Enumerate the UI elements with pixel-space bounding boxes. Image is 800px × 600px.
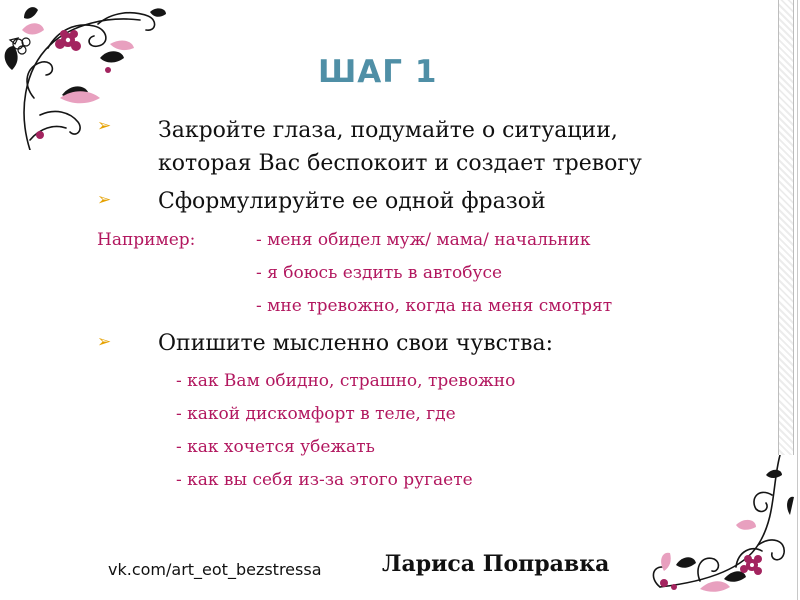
bullet-text-1: [158, 114, 642, 180]
footer-url: vk.com/art_eot_bezstressa: [108, 560, 322, 579]
floral-corner-bottom-right-icon: [640, 455, 795, 600]
slide-title: ШАГ 1: [318, 54, 438, 90]
floral-corner-top-left-icon: [0, 0, 175, 150]
feeling-item-1: - как Вам обидно, страшно, тревожно: [176, 371, 516, 391]
bullet-text-3: Опишите мысленно свои чувства:: [158, 331, 554, 356]
author-name: Лариса Поправка: [382, 551, 610, 577]
bullet-text-1-line-2: которая Вас беспокоит и создает тревогу: [158, 151, 642, 176]
bullet-text-2: Сформулируйте ее одной фразой: [158, 189, 546, 214]
bullet-text-1-line-1: Закройте глаза, подумайте о ситуации,: [158, 118, 618, 143]
bullet-icon: ➢: [97, 332, 112, 352]
bullet-icon: ➢: [97, 116, 112, 136]
right-border-line: [797, 0, 798, 600]
feeling-item-4: - как вы себя из-за этого ругаете: [176, 470, 473, 490]
example-item-1: - меня обидел муж/ мама/ начальник: [256, 230, 591, 250]
bullet-icon: ➢: [97, 190, 112, 210]
example-item-2: - я боюсь ездить в автобусе: [256, 263, 503, 283]
feeling-item-3: - как хочется убежать: [176, 437, 375, 457]
example-item-3: - мне тревожно, когда на меня смотрят: [256, 296, 613, 316]
feeling-item-2: - какой дискомфорт в теле, где: [176, 404, 456, 424]
example-label: Например:: [97, 230, 196, 250]
